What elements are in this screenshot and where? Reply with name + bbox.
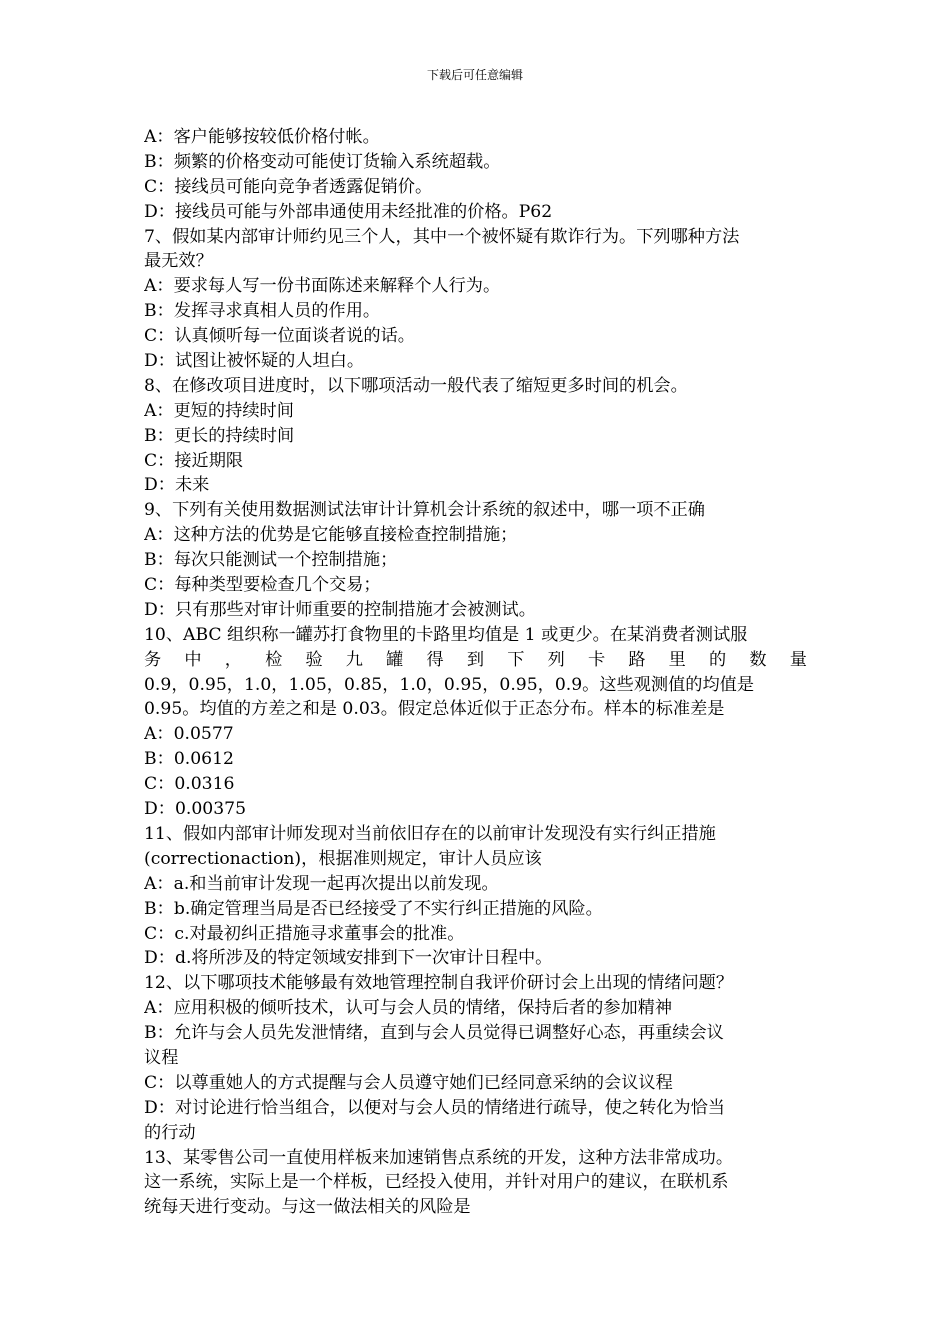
text-line: C：接线员可能向竞争者透露促销价。: [144, 176, 433, 197]
text-fragment: 务: [144, 649, 162, 670]
text-fragment: 九: [345, 649, 363, 670]
text-fragment: 到: [466, 649, 485, 670]
text-fragment: 得: [426, 649, 444, 670]
text-line: D：接线员可能与外部串通使用未经批准的价格。P62: [144, 201, 553, 222]
text-line: 这一系统，实际上是一个样板，已经投入使用，并针对用户的建议，在联机系: [144, 1172, 729, 1193]
text-fragment: 中: [184, 649, 202, 670]
text-line: 的行动: [144, 1122, 196, 1143]
text-line: B：更长的持续时间: [144, 425, 295, 446]
text-fragment: 罐: [386, 649, 404, 670]
text-line: 10、ABC 组织称一罐苏打食物里的卡路里均值是 1 或更少。在某消费者测试服: [144, 624, 748, 645]
text-line: D：d.将所涉及的特定领域安排到下一次审计日程中。: [144, 948, 553, 969]
text-fragment: 列: [547, 649, 565, 670]
text-line: 0.95。均值的方差之和是 0.03。假定总体近似于正态分布。样本的标准差是: [144, 699, 725, 720]
text-line: 12、以下哪项技术能够最有效地管理控制自我评价研讨会上出现的情绪问题？: [144, 973, 734, 994]
text-line: B：0.0612: [144, 749, 234, 770]
text-line: 0.9，0.95，1.0，1.05，0.85，1.0，0.95，0.95，0.9。这些观测值的均值是: [144, 674, 755, 695]
text-line: C：每种类型要检查几个交易；: [144, 575, 381, 596]
text-line: B：允许与会人员先发泄情绪，直到与会人员觉得已调整好心态，再重续会议: [144, 1023, 724, 1044]
text-fragment: 的: [709, 649, 727, 670]
text-line: 议程: [144, 1047, 179, 1068]
text-fragment: 数: [749, 649, 767, 670]
text-line: 11、假如内部审计师发现对当前依旧存在的以前审计发现没有实行纠正措施: [144, 823, 716, 844]
text-line: 最无效？: [144, 251, 213, 272]
text-line: B：每次只能测试一个控制措施；: [144, 550, 398, 571]
text-fragment: 检: [265, 649, 283, 670]
text-line: D：只有那些对审计师重要的控制措施才会被测试。: [144, 599, 536, 620]
text-fragment: 里: [668, 649, 686, 670]
text-line: 8、在修改项目进度时，以下哪项活动一般代表了缩短更多时间的机会。: [144, 375, 688, 396]
text-line: C：接近期限: [144, 450, 244, 471]
text-line: D：试图让被怀疑的人坦白。: [144, 351, 365, 372]
text-line: A：0.0577: [144, 724, 234, 745]
text-line: C：0.0316: [144, 774, 235, 795]
text-line: C：以尊重她人的方式提醒与会人员遵守她们已经同意采纳的会议议程: [144, 1072, 673, 1093]
text-line: [144, 648, 807, 673]
text-line: B：频繁的价格变动可能使订货输入系统超载。: [144, 151, 501, 172]
text-line: A：更短的持续时间: [144, 400, 294, 421]
text-line: B：b.确定管理当局是否已经接受了不实行纠正措施的风险。: [144, 898, 603, 919]
text-line: (correctionaction)，根据准则规定，审计人员应该: [144, 848, 542, 869]
text-line: 7、假如某内部审计师约见三个人，其中一个被怀疑有欺诈行为。下列哪种方法: [144, 226, 740, 247]
text-line: C：认真倾听每一位面谈者说的话。: [144, 326, 415, 347]
text-line: A：要求每人写一份书面陈述来解释个人行为。: [144, 276, 501, 297]
text-line: D：对讨论进行恰当组合，以便对与会人员的情绪进行疏导，使之转化为恰当: [144, 1097, 725, 1118]
text-fragment: ，: [224, 649, 242, 670]
text-fragment: 验: [305, 649, 323, 670]
text-fragment: 下: [507, 649, 525, 670]
text-line: D：0.00375: [144, 799, 247, 820]
text-fragment: 路: [628, 649, 646, 670]
text-fragment: 卡: [587, 649, 606, 670]
text-line: A：这种方法的优势是它能够直接检查控制措施；: [144, 525, 518, 546]
text-line: A：客户能够按较低价格付帐。: [144, 127, 380, 147]
text-line: A：a.和当前审计发现一起再次提出以前发现。: [144, 873, 499, 894]
text-line: D：未来: [144, 475, 210, 496]
text-fragment: 量: [789, 649, 807, 670]
page-header: 下载后可任意编辑: [426, 68, 523, 82]
text-line: C：c.对最初纠正措施寻求董事会的批准。: [144, 923, 465, 944]
text-line: A：应用积极的倾听技术，认可与会人员的情绪，保持后者的参加精神: [144, 998, 673, 1019]
text-line: B：发挥寻求真相人员的作用。: [144, 301, 381, 322]
document-body: [144, 125, 807, 1220]
text-line: 13、某零售公司一直使用样板来加速销售点系统的开发，这种方法非常成功。: [144, 1147, 734, 1168]
text-line: 统每天进行变动。与这一做法相关的风险是: [144, 1197, 471, 1218]
text-line: 9、下列有关使用数据测试法审计计算机会计系统的叙述中，哪一项不正确: [144, 500, 705, 521]
